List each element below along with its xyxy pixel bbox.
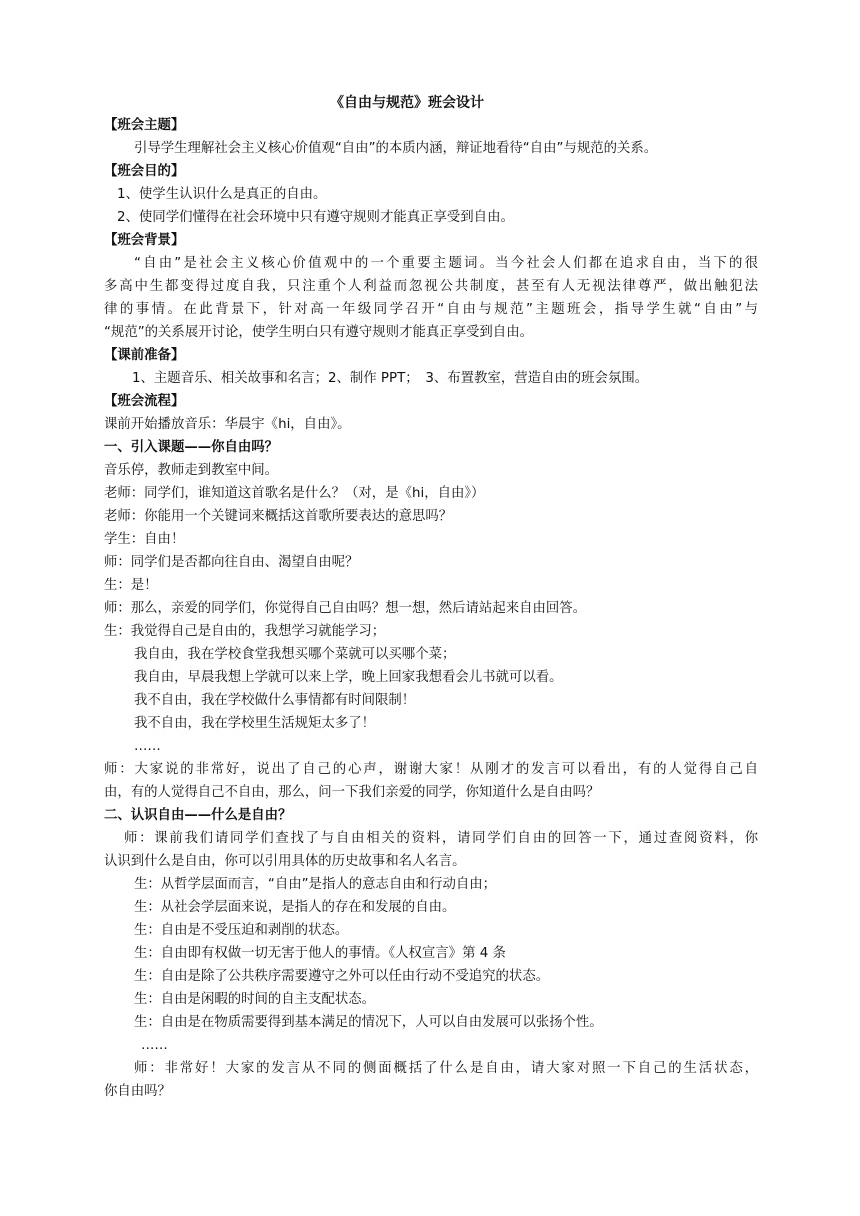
background-line-2: 多高中生都变得过度自我，只注重个人利益而忽视公共制度，甚至有人无视法律尊严，做出触犯法 (104, 279, 758, 294)
student-definition: 生：自由是除了公共秩序需要遵守之外可以任由行动不受追究的状态。 (134, 969, 550, 984)
teacher-closing-line-1: 师：大家说的非常好，说出了自己的心声，谢谢大家！从刚才的发言可以看出，有的人觉得自己自 (104, 762, 758, 777)
student-answer: 我不自由，我在学校里生活规矩太多了！ (134, 716, 376, 731)
student-answer: 我自由，早晨我想上学就可以来上学，晚上回家我想看会儿书就可以看。 (134, 670, 563, 685)
theme-text: 引导学生理解社会主义核心价值观“自由”的本质内涵，辩证地看待“自由”与规范的关系。 (134, 141, 658, 156)
background-line-3: 律的事情。在此背景下，针对高一年级同学召开“自由与规范”主题班会，指导学生就“自由”与 (104, 302, 758, 317)
goal-item-1: 1、使学生认识什么是真正的自由。 (117, 187, 327, 202)
dialogue-line: 师：同学们是否都向往自由、渴望自由呢？ (104, 555, 359, 570)
dialogue-line: 生：我觉得自己是自由的，我想学习就能学习； (104, 624, 386, 639)
section1-heading: 一、引入课题——你自由吗？ (104, 440, 279, 455)
flow-intro: 课前开始播放音乐：华晨宇《hi，自由》。 (104, 417, 351, 432)
student-answer-ellipsis: …… (134, 739, 161, 754)
student-definition: 生：自由是在物质需要得到基本满足的情况下，人可以自由发展可以张扬个性。 (134, 1015, 603, 1030)
document-title: 《自由与规范》班会设计 (330, 95, 484, 111)
background-heading: 【班会背景】 (104, 233, 185, 248)
section2-heading: 二、认识自由——什么是自由？ (104, 808, 292, 823)
dialogue-line: 音乐停，教师走到教室中间。 (104, 463, 279, 478)
goal-item-2: 2、使同学们懂得在社会环境中只有遵守规则才能真正享受到自由。 (117, 210, 514, 225)
teacher-closing-line-2: 由，有的人觉得自己不自由，那么，问一下我们亲爱的同学，你知道什么是自由吗？ (104, 785, 600, 800)
student-answer: 我自由，我在学校食堂我想买哪个菜就可以买哪个菜； (134, 647, 456, 662)
definition-ellipsis: …… (141, 1038, 168, 1053)
student-definition: 生：从哲学层面而言，“自由”是指人的意志自由和行动自由； (134, 877, 497, 892)
theme-heading: 【班会主题】 (104, 118, 185, 133)
goals-heading: 【班会目的】 (104, 164, 185, 179)
background-line-4: “规范”的关系展开讨论，使学生明白只有遵守规则才能真正享受到自由。 (104, 325, 533, 340)
prep-heading: 【课前准备】 (104, 348, 185, 363)
dialogue-line: 老师：同学们，谁知道这首歌名是什么？（对，是《hi，自由》） (104, 486, 485, 501)
background-line-1: “自由”是社会主义核心价值观中的一个重要主题词。当今社会人们都在追求自由，当下的很 (134, 256, 758, 271)
teacher-prompt-line-1: 师：课前我们请同学们查找了与自由相关的资料，请同学们自由的回答一下，通过查阅资料，你 (124, 831, 758, 846)
dialogue-line: 老师：你能用一个关键词来概括这首歌所要表达的意思吗？ (104, 509, 453, 524)
teacher-prompt-line-2: 认识到什么是自由，你可以引用具体的历史故事和名人名言。 (104, 854, 466, 869)
student-definition: 生：从社会学层面来说，是指人的存在和发展的自由。 (134, 900, 456, 915)
student-definition: 生：自由是闲暇的时间的自主支配状态。 (134, 992, 376, 1007)
teacher-final-line-2: 你自由吗？ (104, 1084, 171, 1099)
flow-heading: 【班会流程】 (104, 394, 185, 409)
dialogue-line: 师：那么，亲爱的同学们，你觉得自己自由吗？想一想，然后请站起来自由回答。 (104, 601, 587, 616)
teacher-final-line-1: 师：非常好！大家的发言从不同的侧面概括了什么是自由，请大家对照一下自己的生活状态， (134, 1061, 758, 1076)
student-definition: 生：自由是不受压迫和剥削的状态。 (134, 923, 349, 938)
dialogue-line: 学生：自由！ (104, 532, 185, 547)
prep-text: 1、主题音乐、相关故事和名言；2、制作 PPT； 3、布置教室，营造自由的班会氛围。 (132, 371, 649, 386)
student-definition: 生：自由即有权做一切无害于他人的事情。《人权宣言》第 4 条 (134, 946, 506, 961)
dialogue-line: 生：是！ (104, 578, 158, 593)
student-answer: 我不自由，我在学校做什么事情都有时间限制！ (134, 693, 416, 708)
